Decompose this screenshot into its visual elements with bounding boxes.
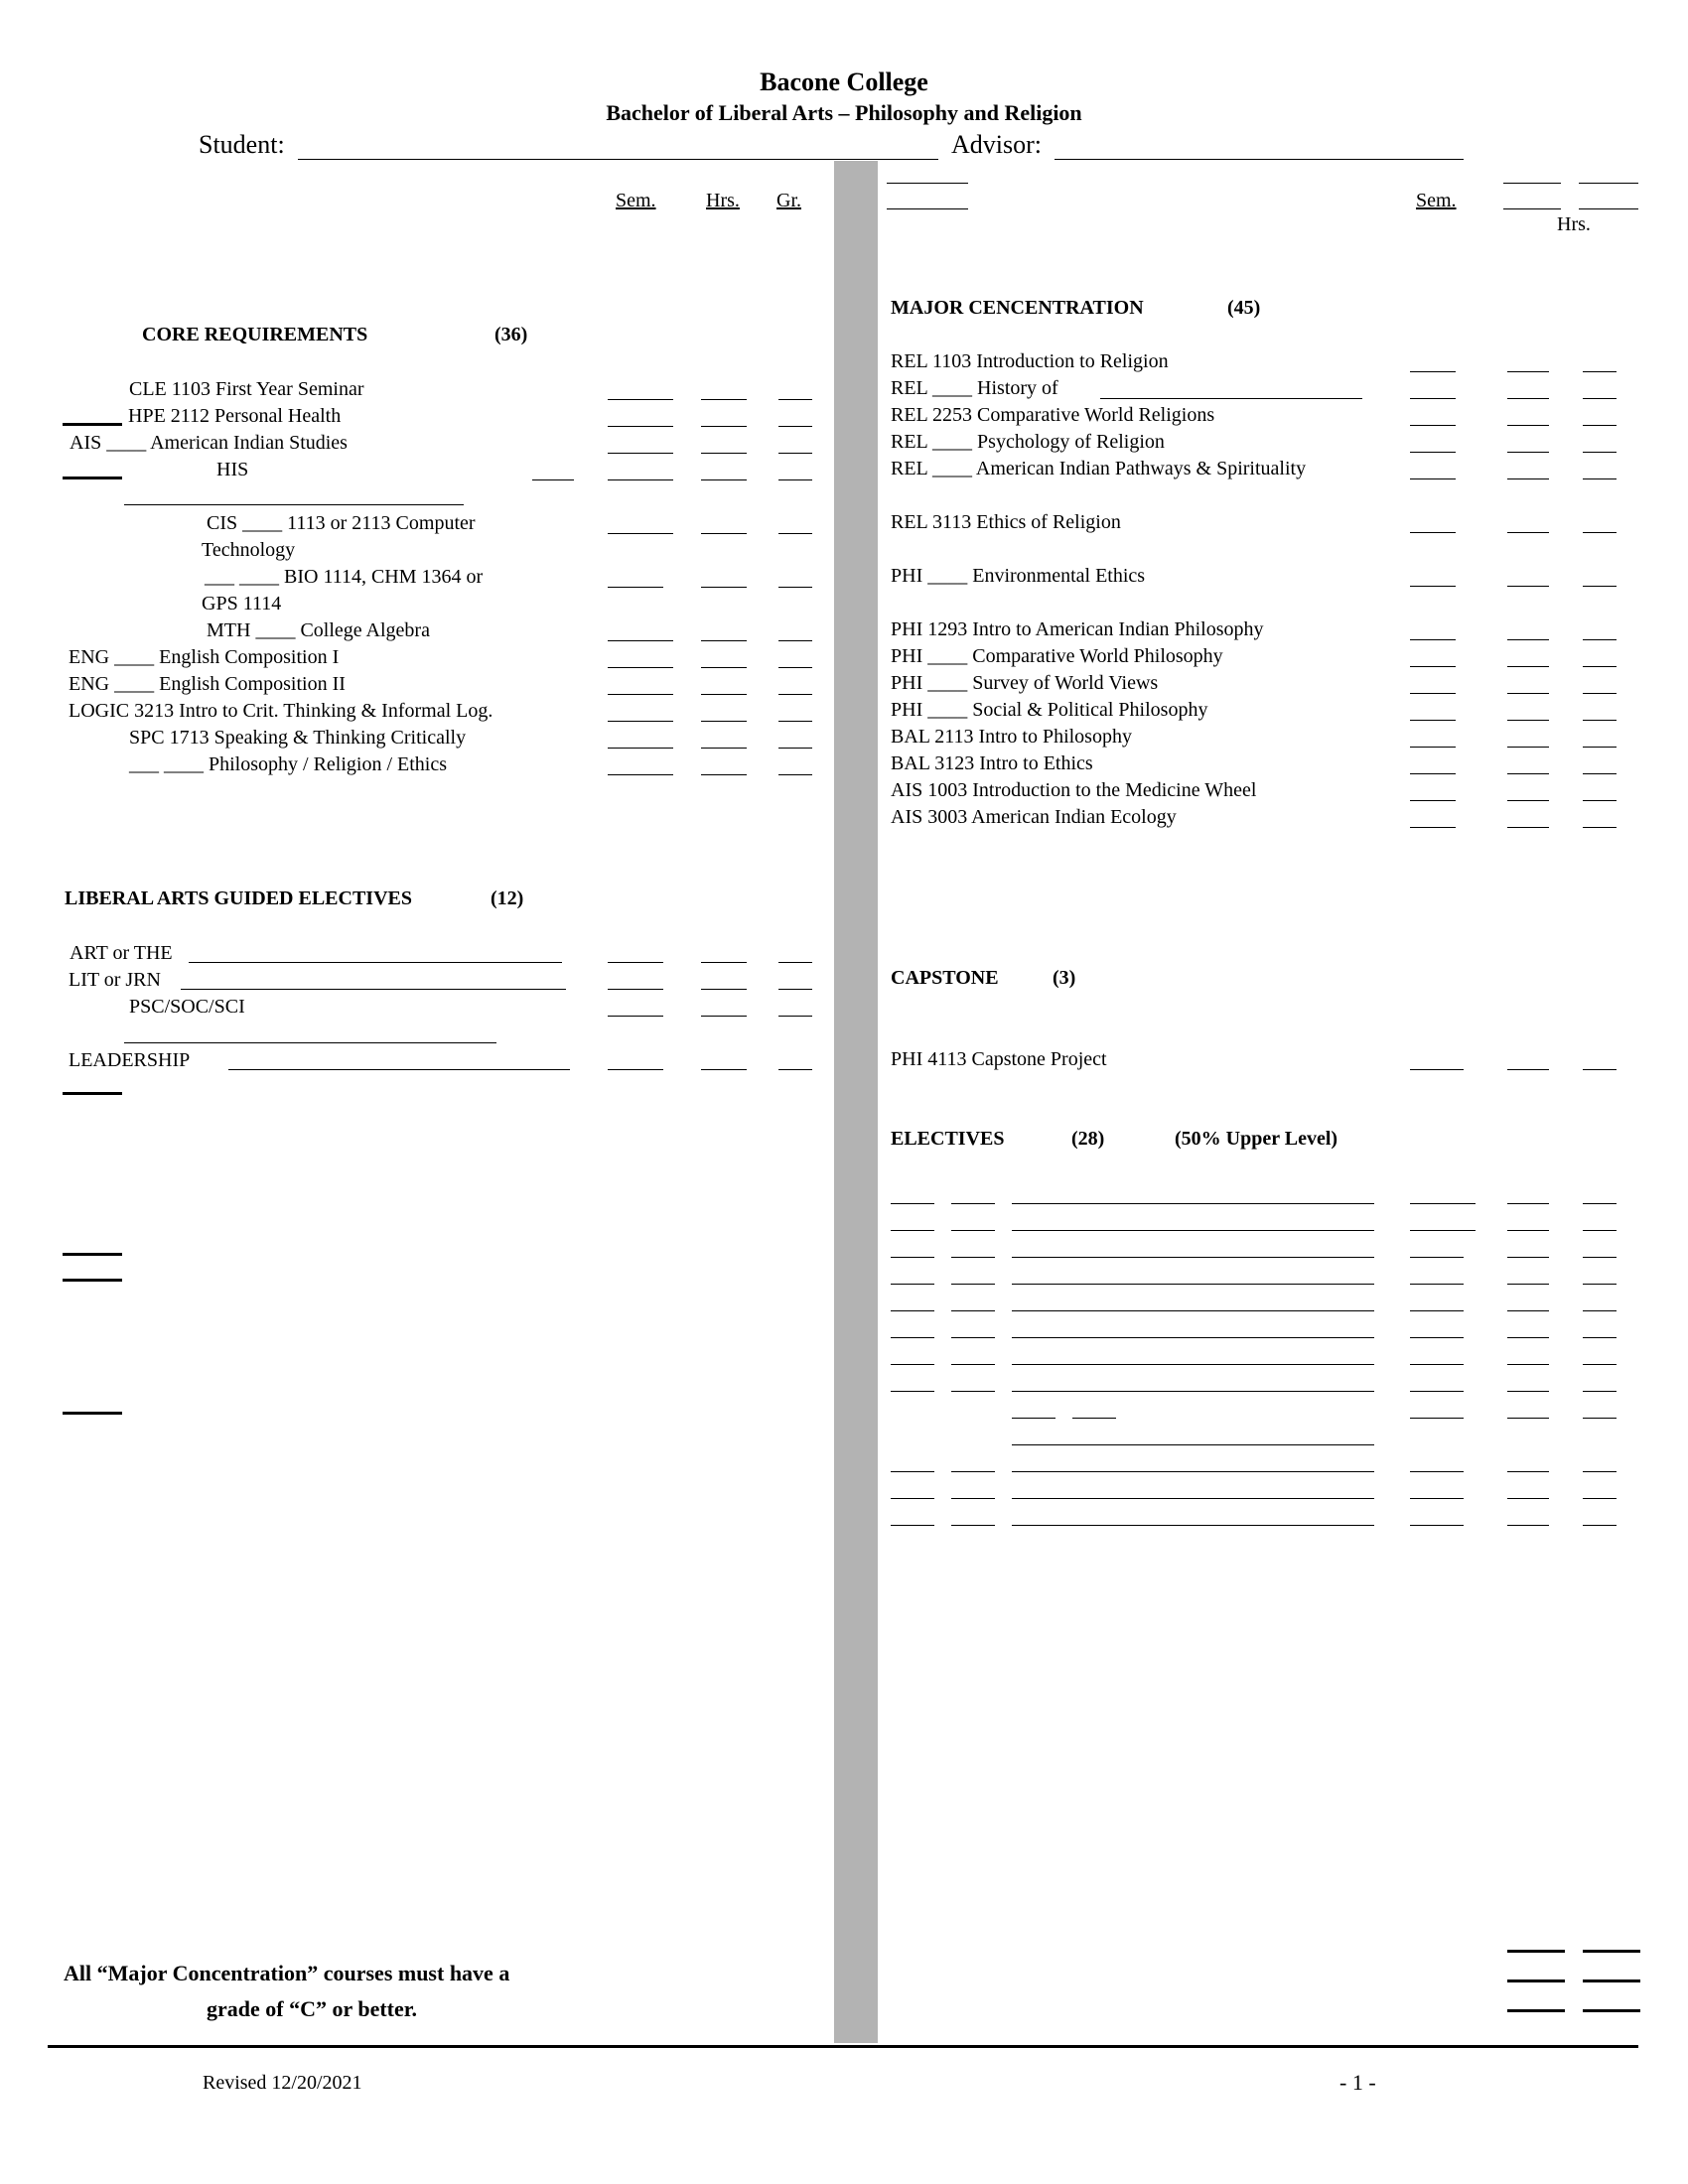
student-name-field[interactable]: [298, 159, 938, 160]
total-mark: [1507, 2009, 1565, 2012]
bottom-rule: [48, 2045, 1638, 2048]
right-col-header-sem: Sem.: [1416, 190, 1457, 211]
grade-field[interactable]: [778, 533, 812, 534]
major-note-line-1: All “Major Concentration” courses must have a: [64, 1961, 510, 1985]
major-item: REL ____ History of: [891, 377, 1058, 399]
major-item: REL ____ Psychology of Religion: [891, 431, 1165, 453]
major-item: AIS 3003 American Indian Ecology: [891, 806, 1177, 828]
total-mark: [1507, 1979, 1565, 1982]
grade-field[interactable]: [1507, 452, 1549, 453]
grade-field[interactable]: [1583, 827, 1617, 828]
grade-field[interactable]: [608, 426, 673, 427]
grade-field[interactable]: [608, 1016, 663, 1017]
major-item: REL 1103 Introduction to Religion: [891, 350, 1169, 372]
major-item: PHI ____ Environmental Ethics: [891, 565, 1146, 587]
grade-field[interactable]: [1507, 371, 1549, 372]
capstone-hours: (3): [1053, 967, 1076, 989]
grade-field[interactable]: [778, 399, 812, 400]
grade-field[interactable]: [778, 640, 812, 641]
core-item: AIS ____ American Indian Studies: [70, 432, 348, 454]
major-item: AIS 1003 Introduction to the Medicine Wheel: [891, 779, 1257, 801]
grade-field[interactable]: [778, 667, 812, 668]
margin-mark: [63, 423, 122, 426]
grade-field[interactable]: [1583, 666, 1617, 667]
grade-field[interactable]: [701, 989, 747, 990]
core-item: MTH ____ College Algebra: [207, 619, 430, 641]
grade-field[interactable]: [1583, 1069, 1617, 1070]
grade-field[interactable]: [701, 962, 747, 963]
major-title: MAJOR CENCENTRATION: [891, 297, 1144, 319]
grade-field[interactable]: [1410, 478, 1456, 479]
grade-field[interactable]: [1410, 452, 1456, 453]
grade-field[interactable]: [1583, 586, 1617, 587]
major-item: REL 3113 Ethics of Religion: [891, 511, 1121, 533]
grade-field[interactable]: [778, 774, 812, 775]
major-hours: (45): [1227, 297, 1261, 319]
elective-title-field[interactable]: [189, 962, 562, 963]
elective-title-field[interactable]: [228, 1069, 570, 1070]
grade-field[interactable]: [1583, 693, 1617, 694]
column-divider: [834, 161, 878, 2043]
grade-field[interactable]: [1507, 720, 1549, 721]
major-item: BAL 3123 Intro to Ethics: [891, 752, 1093, 774]
grade-field[interactable]: [1507, 532, 1549, 533]
grade-field[interactable]: [778, 479, 812, 480]
grade-field[interactable]: [778, 1069, 812, 1070]
grade-field[interactable]: [1583, 773, 1617, 774]
margin-mark: [63, 1092, 122, 1095]
grade-field[interactable]: [1507, 666, 1549, 667]
major-item: REL 2253 Comparative World Religions: [891, 404, 1215, 426]
right-gr-header-line-1: [1579, 183, 1638, 184]
elective-item: LEADERSHIP: [69, 1049, 191, 1071]
grade-field[interactable]: [1583, 398, 1617, 399]
college-name: Bacone College: [760, 68, 928, 96]
grade-field[interactable]: [701, 640, 747, 641]
core-item: SPC 1713 Speaking & Thinking Critically: [129, 727, 467, 749]
guided-electives-hours: (12): [491, 887, 524, 909]
col-header-hrs: Hrs.: [706, 190, 740, 211]
grade-field[interactable]: [1583, 800, 1617, 801]
grade-field[interactable]: [701, 587, 747, 588]
grade-field[interactable]: [1583, 747, 1617, 748]
grade-field[interactable]: [1410, 747, 1456, 748]
grade-field[interactable]: [608, 533, 673, 534]
grade-field[interactable]: [1507, 398, 1549, 399]
grade-field[interactable]: [701, 748, 747, 749]
grade-field[interactable]: [608, 479, 673, 480]
grade-field[interactable]: [1410, 666, 1456, 667]
grade-field[interactable]: [701, 399, 747, 400]
grade-field[interactable]: [701, 533, 747, 534]
core-item: ENG ____ English Composition I: [69, 646, 340, 668]
margin-mark: [63, 1253, 122, 1256]
grade-field[interactable]: [1583, 478, 1617, 479]
grade-field[interactable]: [1410, 398, 1456, 399]
electives-note: (50% Upper Level): [1175, 1128, 1338, 1150]
grade-field[interactable]: [1410, 639, 1456, 640]
grade-field[interactable]: [701, 694, 747, 695]
grade-field[interactable]: [608, 1069, 663, 1070]
grade-field[interactable]: [1507, 639, 1549, 640]
core-item: CLE 1103 First Year Seminar: [129, 378, 364, 400]
margin-mark: [63, 477, 122, 479]
page-number: - 1 -: [1339, 2070, 1376, 2095]
grade-field[interactable]: [1410, 371, 1456, 372]
core-hours: (36): [494, 324, 528, 345]
grade-field[interactable]: [701, 1016, 747, 1017]
total-mark: [1583, 1950, 1640, 1953]
right-col-header-hrs: Hrs.: [1557, 213, 1591, 235]
right-header-line-1: [887, 183, 968, 184]
grade-field[interactable]: [701, 479, 747, 480]
student-label: Student:: [199, 130, 285, 159]
margin-mark: [63, 1412, 122, 1415]
grade-field[interactable]: [1410, 827, 1456, 828]
grade-field[interactable]: [778, 989, 812, 990]
grade-field[interactable]: [778, 1016, 812, 1017]
core-item: ___ ____ BIO 1114, CHM 1364 or: [205, 566, 484, 588]
core-item: ENG ____ English Composition II: [69, 673, 346, 695]
his-course-field[interactable]: [532, 479, 574, 480]
grade-field[interactable]: [1507, 1069, 1549, 1070]
elective-item: LIT or JRN: [69, 969, 161, 991]
grade-field[interactable]: [701, 1069, 747, 1070]
grade-field[interactable]: [608, 774, 673, 775]
right-hrs-header-line-2: [1503, 208, 1561, 209]
grade-field[interactable]: [778, 587, 812, 588]
right-gr-header-line-2: [1579, 208, 1638, 209]
grade-field[interactable]: [608, 962, 663, 963]
grade-field[interactable]: [608, 667, 673, 668]
grade-field[interactable]: [608, 721, 673, 722]
grade-field[interactable]: [1507, 747, 1549, 748]
core-item: HIS: [216, 459, 249, 480]
grade-field[interactable]: [701, 426, 747, 427]
grade-field[interactable]: [1507, 827, 1549, 828]
grade-field[interactable]: [1410, 425, 1456, 426]
grade-field[interactable]: [701, 667, 747, 668]
grade-field[interactable]: [608, 640, 673, 641]
major-item: PHI 1293 Intro to American Indian Philosophy: [891, 618, 1264, 640]
grade-field[interactable]: [1583, 720, 1617, 721]
grade-field[interactable]: [778, 426, 812, 427]
total-mark: [1583, 2009, 1640, 2012]
program-title: Bachelor of Liberal Arts – Philosophy and Religion: [606, 100, 1082, 125]
grade-field[interactable]: [608, 453, 673, 454]
grade-field[interactable]: [778, 962, 812, 963]
grade-field[interactable]: [1583, 425, 1617, 426]
grade-field[interactable]: [1410, 532, 1456, 533]
grade-field[interactable]: [701, 453, 747, 454]
major-item: PHI ____ Social & Political Philosophy: [891, 699, 1208, 721]
elective-item: ART or THE: [70, 942, 173, 964]
core-item: CIS ____ 1113 or 2113 Computer: [207, 512, 476, 534]
grade-field[interactable]: [1507, 693, 1549, 694]
major-item: REL ____ American Indian Pathways & Spirituality: [891, 458, 1307, 479]
grade-field[interactable]: [1583, 532, 1617, 533]
elective-item: PSC/SOC/SCI: [129, 996, 245, 1018]
core-item: HPE 2112 Personal Health: [128, 405, 342, 427]
grade-field[interactable]: [608, 399, 673, 400]
grade-field[interactable]: [1507, 773, 1549, 774]
grade-field[interactable]: [1410, 720, 1456, 721]
revised-date: Revised 12/20/2021: [203, 2072, 362, 2094]
margin-mark: [63, 1279, 122, 1282]
major-item: PHI ____ Comparative World Philosophy: [891, 645, 1223, 667]
major-note-line-2: grade of “C” or better.: [207, 1996, 418, 2021]
right-header-line-2: [887, 208, 968, 209]
grade-field[interactable]: [778, 453, 812, 454]
grade-field[interactable]: [1410, 773, 1456, 774]
core-item: ___ ____ Philosophy / Religion / Ethics: [129, 753, 448, 775]
advisor-label: Advisor:: [951, 130, 1042, 159]
core-item: LOGIC 3213 Intro to Crit. Thinking & Informal Log.: [69, 700, 493, 722]
grade-field[interactable]: [1507, 425, 1549, 426]
guided-electives-title: LIBERAL ARTS GUIDED ELECTIVES: [65, 887, 412, 909]
advisor-name-field[interactable]: [1055, 159, 1464, 160]
right-hrs-header-line-1: [1503, 183, 1561, 184]
core-title: CORE REQUIREMENTS: [142, 324, 368, 345]
total-mark: [1507, 1950, 1565, 1953]
history-of-field[interactable]: [1100, 398, 1362, 399]
his-title-field[interactable]: [124, 504, 464, 505]
electives-title: ELECTIVES: [891, 1128, 1005, 1150]
grade-field[interactable]: [608, 587, 663, 588]
core-item: GPS 1114: [202, 593, 282, 614]
elective-title-field[interactable]: [181, 989, 566, 990]
grade-field[interactable]: [608, 748, 673, 749]
grade-field[interactable]: [778, 748, 812, 749]
grade-field[interactable]: [701, 774, 747, 775]
major-item: BAL 2113 Intro to Philosophy: [891, 726, 1132, 748]
capstone-item: PHI 4113 Capstone Project: [891, 1048, 1107, 1070]
grade-field[interactable]: [1410, 1069, 1464, 1070]
grade-field[interactable]: [608, 694, 673, 695]
elective-title-field[interactable]: [124, 1042, 496, 1043]
grade-field[interactable]: [1410, 693, 1456, 694]
col-header-gr: Gr.: [776, 190, 801, 211]
grade-field[interactable]: [1507, 800, 1549, 801]
grade-field[interactable]: [608, 989, 663, 990]
electives-hours: (28): [1071, 1128, 1105, 1150]
core-item: Technology: [202, 539, 296, 561]
grade-field[interactable]: [1583, 371, 1617, 372]
grade-field[interactable]: [1507, 586, 1549, 587]
grade-field[interactable]: [778, 721, 812, 722]
grade-field[interactable]: [1410, 800, 1456, 801]
grade-field[interactable]: [1507, 478, 1549, 479]
grade-field[interactable]: [778, 694, 812, 695]
grade-field[interactable]: [1410, 586, 1456, 587]
grade-field[interactable]: [701, 721, 747, 722]
col-header-sem: Sem.: [616, 190, 656, 211]
grade-field[interactable]: [1583, 639, 1617, 640]
capstone-title: CAPSTONE: [891, 967, 999, 989]
total-mark: [1583, 1979, 1640, 1982]
major-item: PHI ____ Survey of World Views: [891, 672, 1159, 694]
grade-field[interactable]: [1583, 452, 1617, 453]
